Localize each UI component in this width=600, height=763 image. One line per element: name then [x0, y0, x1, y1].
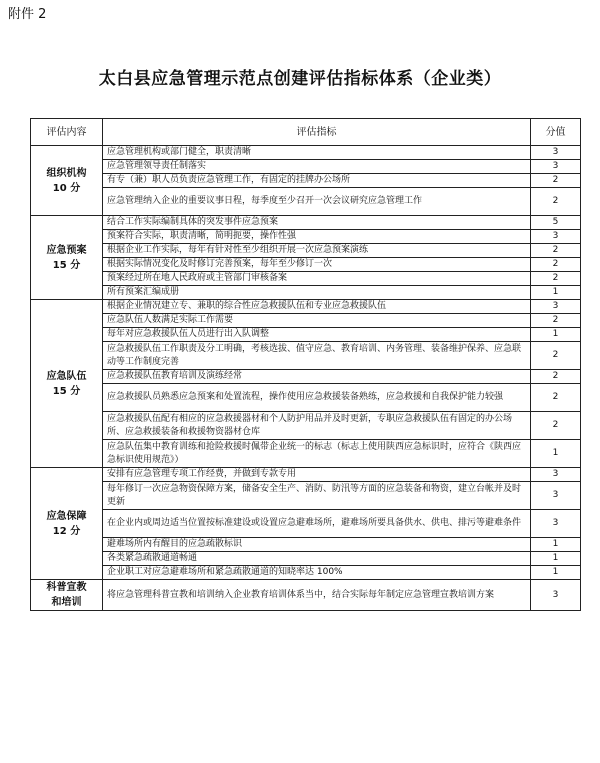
- indicator-text: 所有预案汇编成册: [103, 286, 531, 300]
- indicator-text: 应急队伍人数满足实际工作需要: [103, 314, 531, 328]
- indicator-text: 在企业内或周边适当位置按标准建设或设置应急避难场所，避难场所要具备供水、供电、排污等避难条件: [103, 510, 531, 538]
- table-row: [31, 314, 581, 328]
- table-row: [31, 244, 581, 258]
- indicator-text: 安排有应急管理专项工作经费，并做到专款专用: [103, 468, 531, 482]
- section-category: [31, 580, 103, 611]
- indicator-text: 应急救援队员熟悉应急预案和处置流程，操作使用应急救援装备熟练，应急救援和自我保护能力较强: [103, 384, 531, 412]
- category-name: 应急保障: [46, 510, 87, 522]
- table-row: [31, 468, 581, 482]
- indicator-table: [30, 118, 581, 611]
- table-row: [31, 216, 581, 230]
- category-points: 15 分: [52, 385, 81, 397]
- indicator-score: 1: [531, 328, 581, 342]
- indicator-score: 2: [531, 272, 581, 286]
- category-name: 应急预案: [46, 244, 87, 256]
- indicator-score: 2: [531, 412, 581, 440]
- indicator-score: 5: [531, 216, 581, 230]
- indicator-score: 2: [531, 244, 581, 258]
- indicator-text: 每年对应急救援队伍人员进行出入队调整: [103, 328, 531, 342]
- document-title: 太白县应急管理示范点创建评估指标体系（企业类）: [98, 69, 502, 89]
- indicator-text: 各类紧急疏散通道畅通: [103, 552, 531, 566]
- category-points: 12 分: [52, 525, 81, 537]
- indicator-text: 应急管理领导责任制落实: [103, 160, 531, 174]
- indicator-score: 3: [531, 300, 581, 314]
- table-row: [31, 384, 581, 412]
- indicator-score: 1: [531, 552, 581, 566]
- indicator-text: 应急救援队伍教育培训及演练经常: [103, 370, 531, 384]
- indicator-text: 有专（兼）职人员负责应急管理工作，有固定的挂牌办公场所: [103, 174, 531, 188]
- indicator-text: 应急管理纳入企业的重要议事日程，每季度至少召开一次会议研究应急管理工作: [103, 188, 531, 216]
- table-body: [31, 146, 581, 611]
- indicator-text: 将应急管理科普宣教和培训纳入企业教育培训体系当中，结合实际每年制定应急管理宣教培训方案: [103, 580, 531, 611]
- indicator-text: 根据企业工作实际，每年有针对性至少组织开展一次应急预案演练: [103, 244, 531, 258]
- indicator-score: 1: [531, 440, 581, 468]
- header-score: 分值: [531, 119, 581, 146]
- section-category: [31, 146, 103, 216]
- indicator-score: 1: [531, 566, 581, 580]
- attachment-label: 附件 2: [8, 7, 47, 22]
- indicator-score: 3: [531, 146, 581, 160]
- table-row: [31, 580, 581, 611]
- table-row: [31, 300, 581, 314]
- table-row: [31, 566, 581, 580]
- table-row: [31, 552, 581, 566]
- table-row: [31, 510, 581, 538]
- category-points: 和培训: [51, 597, 82, 608]
- indicator-score: 3: [531, 510, 581, 538]
- table-row: [31, 174, 581, 188]
- category-points: 10 分: [52, 182, 81, 194]
- indicator-text: 根据企业情况建立专、兼职的综合性应急救援队伍和专业应急救援队伍: [103, 300, 531, 314]
- indicator-text: 应急队伍集中教育训练和抢险救援时佩带企业统一的标志（标志上使用陕西应急标识时，应符合《陕西应急标识使用规范》）: [103, 440, 531, 468]
- category-name: 应急队伍: [46, 370, 87, 382]
- indicator-text: 预案符合实际，职责清晰，简明扼要，操作性强: [103, 230, 531, 244]
- section-category: [31, 300, 103, 468]
- category-name: 组织机构: [46, 167, 87, 179]
- indicator-score: 3: [531, 482, 581, 510]
- header-category: 评估内容: [31, 119, 103, 146]
- table-row: [31, 286, 581, 300]
- table-row: [31, 538, 581, 552]
- indicator-text: 应急救援队伍工作职责及分工明确，考核选拔、值守应急、教育培训、内务管理、装备维护保养、应急联动等工作制度完善: [103, 342, 531, 370]
- indicator-text: 根据实际情况变化及时修订完善预案，每年至少修订一次: [103, 258, 531, 272]
- table-row: [31, 160, 581, 174]
- table-row: [31, 230, 581, 244]
- table-row: [31, 272, 581, 286]
- table-row: [31, 342, 581, 370]
- indicator-text: 应急管理机构或部门健全，职责清晰: [103, 146, 531, 160]
- table-row: [31, 440, 581, 468]
- indicator-score: 2: [531, 384, 581, 412]
- category-name: 科普宣教: [46, 582, 87, 593]
- indicator-text: 结合工作实际编制具体的突发事件应急预案: [103, 216, 531, 230]
- indicator-score: 2: [531, 174, 581, 188]
- table-row: [31, 258, 581, 272]
- indicator-score: 1: [531, 538, 581, 552]
- table-row: [31, 328, 581, 342]
- indicator-score: 3: [531, 160, 581, 174]
- section-category: [31, 468, 103, 580]
- indicator-score: 3: [531, 230, 581, 244]
- section-category: [31, 216, 103, 300]
- table-row: [31, 412, 581, 440]
- indicator-score: 3: [531, 468, 581, 482]
- indicator-score: 2: [531, 342, 581, 370]
- indicator-score: 2: [531, 314, 581, 328]
- table-row: [31, 188, 581, 216]
- indicator-score: 2: [531, 370, 581, 384]
- table-row: [31, 482, 581, 510]
- category-points: 15 分: [52, 259, 81, 271]
- indicator-score: 3: [531, 580, 581, 611]
- table-header-row: [31, 119, 581, 146]
- header-indicator: 评估指标: [103, 119, 531, 146]
- indicator-score: 2: [531, 188, 581, 216]
- indicator-text: 应急救援队伍配有相应的应急救援器材和个人防护用品并及时更新，专职应急救援队伍有固定的办公场所、应急救援装备和救援物资器材仓库: [103, 412, 531, 440]
- indicator-score: 1: [531, 286, 581, 300]
- indicator-text: 企业职工对应急避难场所和紧急疏散通道的知晓率达 100%: [103, 566, 531, 580]
- indicator-text: 避难场所内有醒目的应急疏散标识: [103, 538, 531, 552]
- table-row: [31, 370, 581, 384]
- indicator-score: 2: [531, 258, 581, 272]
- table-row: [31, 146, 581, 160]
- indicator-text: 每年修订一次应急物资保障方案，储备安全生产、消防、防汛等方面的应急装备和物资，建立台帐并及时更新: [103, 482, 531, 510]
- indicator-text: 预案经过所在地人民政府或主管部门审核备案: [103, 272, 531, 286]
